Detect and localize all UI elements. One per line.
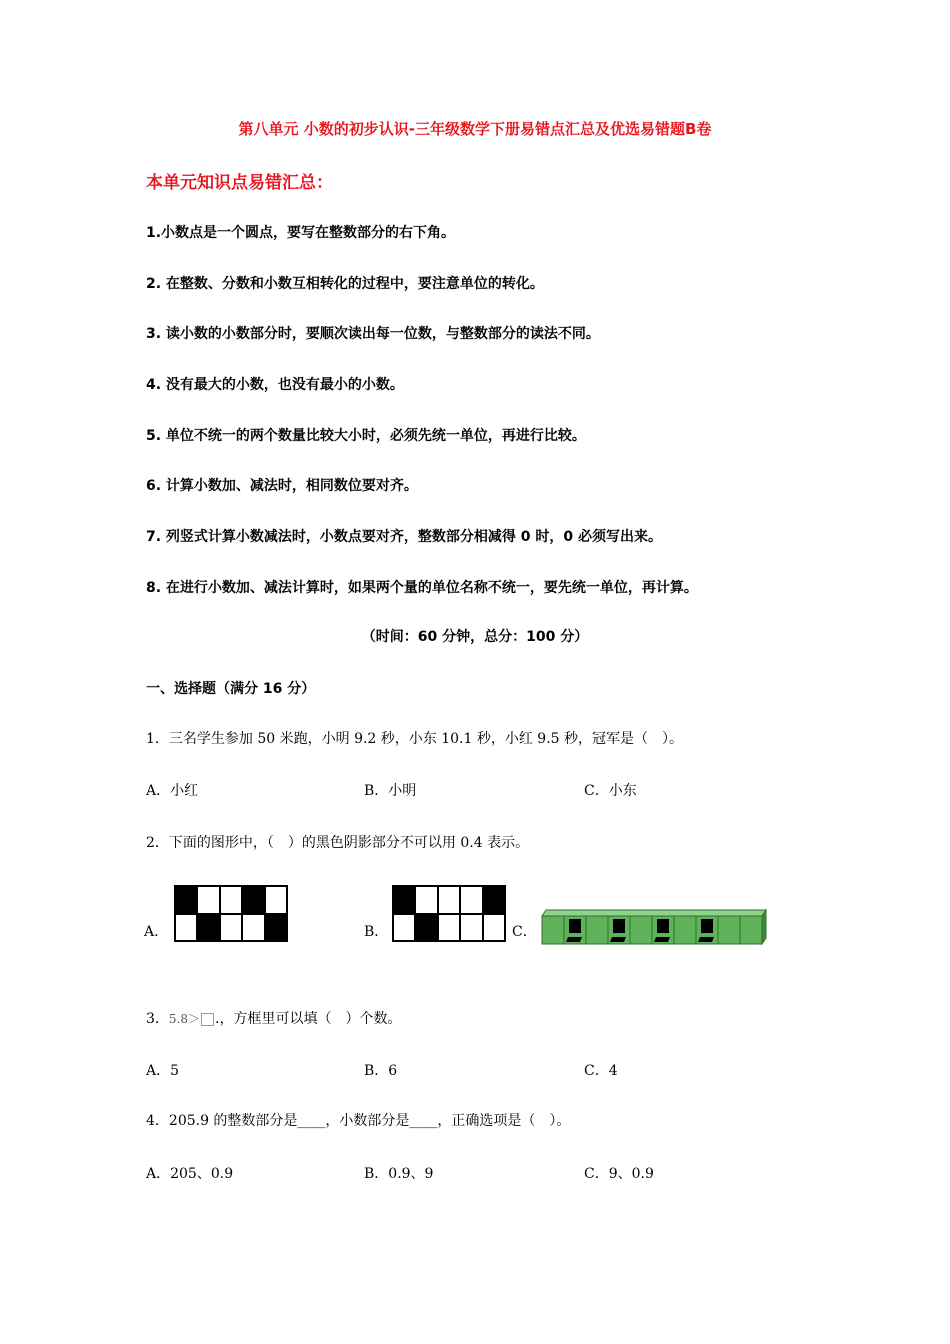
q3-option-a[interactable]: A．5 <box>146 1063 180 1079</box>
cell <box>460 886 482 914</box>
point-1: 1.小数点是一个圆点，要写在整数部分的右下角。 <box>146 225 456 241</box>
q3-expression: 5.8＞ <box>168 1012 201 1026</box>
q1-option-c[interactable]: C．小东 <box>584 783 637 799</box>
q3-prefix: 3． <box>146 1011 169 1027</box>
shaded-square <box>698 937 714 942</box>
q2-label-c[interactable]: C． <box>512 924 537 940</box>
summary-heading: 本单元知识点易错汇总： <box>146 173 333 193</box>
cell <box>438 886 460 914</box>
part1-heading: 一、选择题（满分 16 分） <box>146 681 316 697</box>
point-3: 3. 读小数的小数部分时，要顺次读出每一位数，与整数部分的读法不同。 <box>146 326 600 342</box>
cube-top-face <box>542 910 766 916</box>
q2-label-a[interactable]: A． <box>144 924 169 940</box>
cube-side-face <box>762 910 766 944</box>
cell <box>415 914 437 942</box>
cell <box>483 914 505 942</box>
blank-box <box>201 1013 214 1026</box>
point-2: 2. 在整数、分数和小数互相转化的过程中，要注意单位的转化。 <box>146 276 544 292</box>
q1-option-b[interactable]: B．小明 <box>364 783 417 799</box>
cell <box>220 886 242 914</box>
shaded-square <box>654 937 670 942</box>
cell <box>460 914 482 942</box>
cell <box>175 914 197 942</box>
cell <box>197 886 219 914</box>
cell <box>483 886 505 914</box>
cell <box>415 886 437 914</box>
q1-option-a[interactable]: A．小红 <box>146 783 199 799</box>
cell <box>220 914 242 942</box>
figure-b-grid <box>392 885 506 942</box>
q3-suffix: .，方框里可以填（ ）个数。 <box>215 1011 402 1027</box>
point-4: 4. 没有最大的小数，也没有最小的小数。 <box>146 377 404 393</box>
cell <box>242 886 264 914</box>
cell <box>393 914 415 942</box>
figure-a-grid <box>174 885 288 942</box>
shaded-square <box>613 919 625 933</box>
cell <box>242 914 264 942</box>
cell <box>265 886 287 914</box>
cell <box>197 914 219 942</box>
figure-c-cube-row <box>538 906 770 948</box>
question-4: 4．205.9 的整数部分是____，小数部分是____，正确选项是（ ）。 <box>146 1113 571 1129</box>
q4-option-a[interactable]: A．205、0.9 <box>146 1166 234 1182</box>
q3-option-b[interactable]: B．6 <box>364 1063 398 1079</box>
question-2: 2．下面的图形中，（ ）的黑色阴影部分不可以用 0.4 表示。 <box>146 835 530 851</box>
shaded-square <box>569 919 581 933</box>
shaded-square <box>610 937 626 942</box>
point-5: 5. 单位不统一的两个数量比较大小时，必须先统一单位，再进行比较。 <box>146 428 586 444</box>
point-7: 7. 列竖式计算小数减法时，小数点要对齐，整数部分相减得 0 时，0 必须写出来。 <box>146 529 663 545</box>
question-3 <box>146 1008 401 1028</box>
q3-option-c[interactable]: C．4 <box>584 1063 618 1079</box>
q4-option-c[interactable]: C．9、0.9 <box>584 1166 654 1182</box>
point-8: 8. 在进行小数加、减法计算时，如果两个量的单位名称不统一，要先统一单位，再计算。 <box>146 580 698 596</box>
question-1: 1．三名学生参加 50 米跑，小明 9.2 秒，小东 10.1 秒，小红 9.5 秒，冠军是（ ）。 <box>146 731 684 747</box>
point-6: 6. 计算小数加、减法时，相同数位要对齐。 <box>146 478 418 494</box>
shaded-square <box>701 919 713 933</box>
cell <box>438 914 460 942</box>
q4-option-b[interactable]: B．0.9、9 <box>364 1166 434 1182</box>
shaded-square <box>657 919 669 933</box>
cell <box>265 914 287 942</box>
document-title: 第八单元 小数的初步认识-三年级数学下册易错点汇总及优选易错题B卷 <box>238 120 712 138</box>
shaded-square <box>566 937 582 942</box>
cell <box>393 886 415 914</box>
time-info: （时间：60 分钟，总分：100 分） <box>361 629 589 645</box>
q2-label-b[interactable]: B． <box>364 924 389 940</box>
cell <box>175 886 197 914</box>
